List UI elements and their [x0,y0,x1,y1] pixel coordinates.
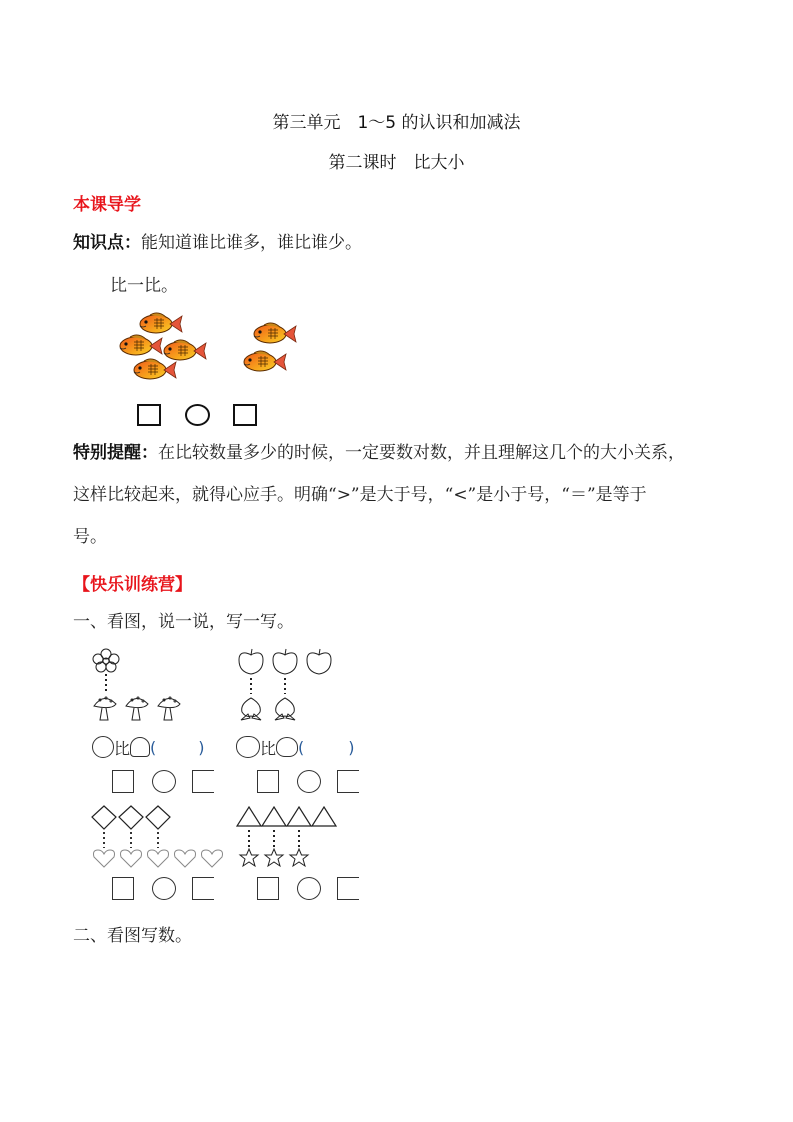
knowledge-point [73,233,723,253]
answer-circle[interactable] [297,770,321,793]
apple-icon [236,736,260,758]
answer-box[interactable] [337,877,359,900]
heart-icon [94,850,223,867]
answer-circle[interactable] [297,877,321,900]
peach-icon [276,737,298,757]
guide-heading: 本课导学 [73,195,141,215]
answer-box[interactable] [257,877,279,900]
fish-icon [140,313,182,333]
answer-box[interactable] [337,770,359,793]
reminder-line-2: 这样比较起来，就得心应手。明确“>”是大于号，“<”是小于号，“＝”是等于 [73,485,647,505]
knowledge-label: 知识点： [73,233,141,253]
flower-icon [92,736,114,758]
answer-box[interactable] [192,877,214,900]
diamond-heart-figure [90,805,225,870]
reminder-line-3: 号。 [73,527,107,547]
answer-box[interactable] [257,770,279,793]
peach-icon [241,698,295,720]
mushroom-icon [130,737,150,757]
flower-compare-row: 比 ( ) [92,735,232,759]
mushroom-icon [94,697,180,720]
diamond-icon [92,806,170,829]
apple-compare-row: 比 ( ) [236,735,376,759]
answer-box-right[interactable] [233,404,257,426]
flower-icon [93,649,119,672]
flower-mushroom-figure [90,648,200,723]
unit-title: 第三单元 1～5 的认识和加减法 [272,113,521,133]
q2-title: 二、看图写数。 [73,926,192,946]
answer-box[interactable] [112,877,134,900]
fish-illustration [110,308,310,388]
reminder-line-1: 特别提醒：在比较数量多少的时候，一定要数对数，并且理解这几个的大小关系， [73,443,685,463]
answer-circle-symbol[interactable] [185,404,210,426]
knowledge-text: 能知道谁比谁多，谁比谁少。 [141,233,362,253]
answer-circle[interactable] [152,877,176,900]
triangle-icon [237,807,336,826]
compare-word: 比 [260,738,277,758]
answer-box-left[interactable] [137,404,161,426]
apple-peach-figure [236,648,346,723]
answer-blank[interactable] [156,747,198,748]
star-icon [240,849,308,866]
q1-title: 一、看图，说一说，写一写。 [73,612,294,632]
compare-word: 比 [114,738,131,758]
triangle-star-figure [236,805,346,870]
answer-box[interactable] [112,770,134,793]
reminder-label: 特别提醒： [73,443,158,463]
lesson-title: 第二课时 比大小 [328,153,465,173]
compare-prompt: 比一比。 [110,276,178,296]
practice-heading: 【快乐训练营】 [73,575,192,595]
answer-circle[interactable] [152,770,176,793]
answer-box[interactable] [192,770,214,793]
apple-icon [239,649,331,674]
